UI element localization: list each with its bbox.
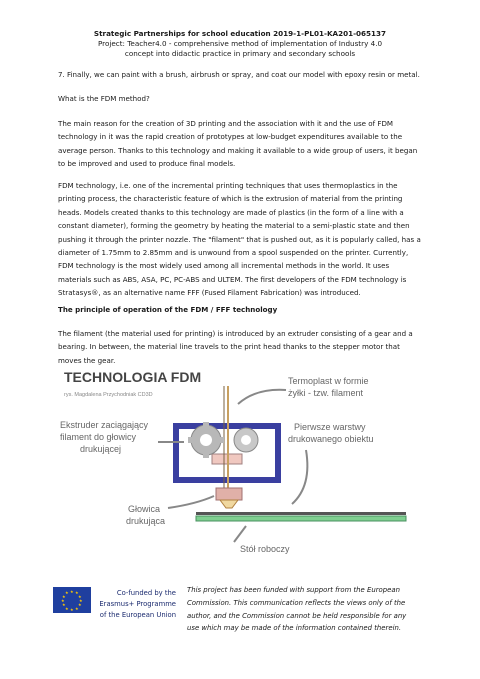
fdm-diagram-svg <box>56 368 428 568</box>
eu-flag-logo <box>53 587 91 617</box>
disclaimer-line: author, and the Commission cannot be held responsible for any <box>187 611 407 620</box>
header-project: Project: Teacher4.0 - comprehensive method of implementation of Industry 4.0 <box>97 39 383 48</box>
label-extruder-1: Ekstruder zaciągający <box>60 420 149 430</box>
question-fdm: What is the FDM method? <box>58 94 150 103</box>
cofund-line-1: Co-funded by the <box>116 589 176 597</box>
heading-principle: The principle of operation of the FDM / FFF technology <box>58 305 278 314</box>
diagram-credit: rys. Magdalena Przychodniak CD3D <box>64 392 153 398</box>
disclaimer-line: Commission. This communication reflects the views only of the <box>187 598 406 607</box>
text-line: diameter of 1.75mm to 2.85mm and is unwound from a spool suspended on the printer. Currently, <box>58 248 409 258</box>
work-table <box>196 516 406 521</box>
diagram-title: TECHNOLOGIA FDM <box>64 369 202 385</box>
text-line: printing process, the characteristic feature of which is the extrusion of material from the printing <box>58 194 403 204</box>
disclaimer <box>187 584 437 635</box>
text-line: to be improved and used to produce final models. <box>58 159 236 169</box>
svg-text:★: ★ <box>75 606 79 611</box>
svg-text:★: ★ <box>70 589 74 594</box>
svg-text:★: ★ <box>62 602 66 607</box>
fdm-diagram <box>56 368 428 590</box>
label-layers-2: drukowanego obiektu <box>288 434 374 444</box>
text-line: FDM technology, i.e. one of the incremental printing techniques that uses thermoplastics in the <box>58 181 398 190</box>
svg-text:★: ★ <box>62 594 66 599</box>
header-concept: concept into didactic practice in primary and secondary schools <box>124 49 356 58</box>
header-title: Strategic Partnerships for school education 2019-1-PL01-KA201-065137 <box>93 29 387 38</box>
label-extruder-3: drukującej <box>80 444 122 454</box>
disclaimer-line: use which may be made of the information contained therein. <box>187 624 402 633</box>
printed-layer <box>196 512 406 515</box>
svg-text:★: ★ <box>65 606 69 611</box>
svg-text:★: ★ <box>75 590 79 595</box>
text-line: FDM technology is the most widely used among all incremental methods in the world. It uses <box>58 261 390 271</box>
cofund-line-2: Erasmus+ Programme <box>99 600 176 608</box>
svg-text:★: ★ <box>78 594 82 599</box>
disclaimer-line: This project has been funded with support from the European <box>187 586 400 594</box>
text-line: moves the gear. <box>58 355 116 365</box>
text-line: bearing. In between, the material line travels to the print head thanks to the stepper motor that <box>58 342 400 352</box>
svg-text:★: ★ <box>78 602 82 607</box>
label-head-1: Głowica <box>128 504 161 514</box>
label-extruder-2: filament do głowicy <box>60 432 137 442</box>
text-line: technology in it was the rapid creation of prototypes at low-budget expenditures available to the <box>58 132 403 142</box>
arrow-head <box>168 496 214 508</box>
text-line: pushing it through the printer nozzle. The "filament" that is pushed out, as it is popularly called, has a <box>58 234 421 244</box>
label-head-2: drukująca <box>126 516 166 526</box>
svg-text:★: ★ <box>65 590 69 595</box>
label-layers-1: Pierwsze warstwy <box>294 422 366 432</box>
text-line: heads. Models created thanks to this technology are made of plastics (in the form of a line with a <box>58 207 404 217</box>
document-header <box>40 29 440 59</box>
label-thermoplast-2: żyłki - tzw. filament <box>288 388 364 398</box>
print-head <box>216 488 242 500</box>
svg-text:★: ★ <box>61 598 65 603</box>
svg-text:★: ★ <box>79 598 83 603</box>
paragraph-principle <box>58 327 430 367</box>
arrow-layers <box>292 450 307 504</box>
bearing-icon <box>234 428 258 452</box>
arrow-table <box>234 526 246 542</box>
text-line: Stratasys®, as an alternative name FFF (Fused Filament Fabrication) was introduced. <box>58 288 361 298</box>
paragraph-fdm-description <box>58 179 430 300</box>
svg-text:★: ★ <box>70 607 74 612</box>
text-line: materials such as ABS, ASA, PC, PC-ABS and ULTEM. The first developers of the FDM technology is <box>58 274 407 284</box>
arrow-thermoplast <box>238 390 286 404</box>
label-table: Stół roboczy <box>240 544 290 554</box>
text-line: The filament (the material used for printing) is introduced by an extruder consisting of a gear and a <box>58 329 413 338</box>
cofund-line-3: of the European Union <box>99 611 176 619</box>
label-thermoplast-1: Termoplast w formie <box>288 376 369 386</box>
nozzle-icon <box>220 500 238 508</box>
cofund-text <box>96 588 176 621</box>
text-line: constant diameter), forming the geometry by heating the material to a semi-plastic state and then <box>58 221 410 231</box>
paragraph-step-7: 7. Finally, we can paint with a brush, airbrush or spray, and coat our model with epoxy resin or metal. <box>58 70 420 79</box>
text-line: average person. Thanks to this technology and making it available to a wide group of users, it began <box>58 145 418 155</box>
paragraph-fdm-origin <box>58 117 430 171</box>
text-line: The main reason for the creation of 3D printing and the association with it and the use of FDM <box>58 119 394 128</box>
